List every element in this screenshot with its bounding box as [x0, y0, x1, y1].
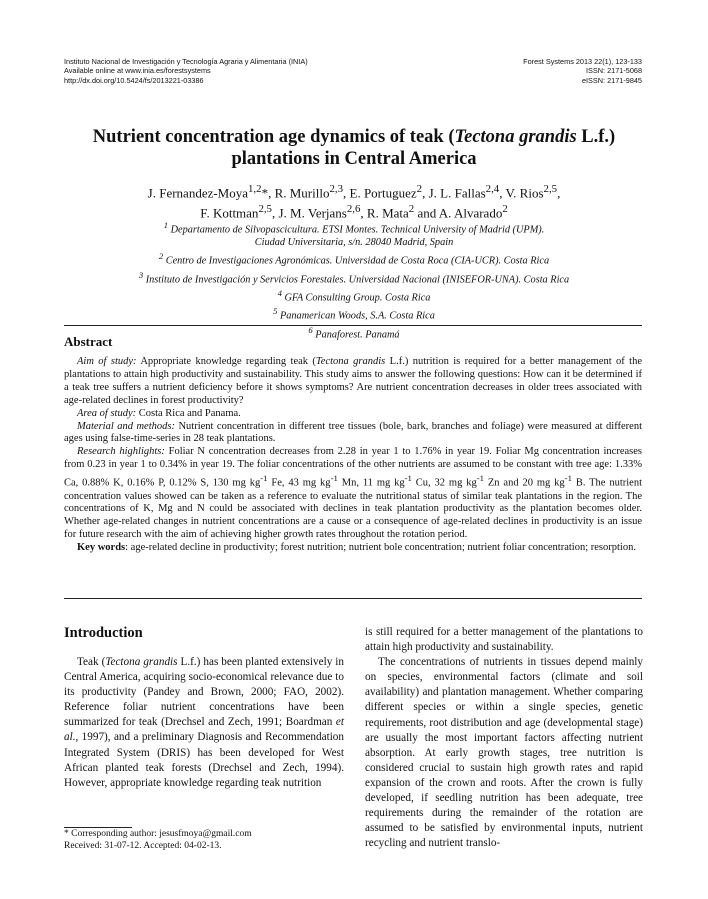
affiliation: Ciudad Universitaria, s/n. 28040 Madrid, Spain: [254, 237, 454, 249]
received-dates: Received: 31-07-12. Accepted: 04-02-13.: [64, 841, 222, 851]
abstract-keywords: Key words: age-related decline in productivity; forest nutrition; nutrient bole concentration; nutrient foliar concentration; resorption.: [77, 542, 636, 554]
affiliation: $^1$ Departamento de Silvopascicultura. ETSI Montes. Technical University of Madrid (UPM).: [163, 220, 545, 236]
intro-left-column: [64, 624, 344, 791]
abstract-methods: Material and methods: Nutrient concentration in different tree tissues (bole, bark, branches and foliage) were measured at different ages using false-time-series in 28 teak plantations.: [64, 420, 642, 445]
citation-line: Forest Systems 2013 22(1), 123-133: [523, 57, 642, 66]
intro-paragraph: The concentrations of nutrients in tissues depend mainly on species, environmental factors (climate and soil availability) and plantation management. Whether comparing different species or within a single species, genetic requirements, root distribution and age (developmental stage) are usually the most important factors affecting nutrient absorption. At early growth stages, tree nutrition is considered crucial to sustain high growth rates and rapid expansion of the crown and roots. After the crown is fully developed, if seedling nutrition has been adequate, tree requirements during the remainder of the rotation are assumed to be satisfied by environmental inputs, nutrient recycling and nutrient translo-: [365, 656, 643, 850]
intro-right-column: [365, 625, 643, 851]
author: A. Alvarado: [438, 205, 503, 221]
doi-line: http://dx.doi.org/10.5424/fs/2013221-03386: [64, 75, 204, 85]
author: F. Kottman: [200, 205, 259, 221]
eissn-line: eISSN: 2171-9845: [581, 75, 642, 85]
affiliation: $^2$ Centro de Investigaciones Agronómicas. Universidad de Costa Roca (CIA-UCR). Costa Rica: [158, 251, 550, 267]
affiliation: $^3$ Instituto de Investigación y Servicios Forestales. Universidad Nacional (INISEFOR-UNA). Costa Rica: [138, 269, 570, 285]
issn-line: ISSN: 2171-5068: [586, 66, 642, 76]
intro-paragraph: Teak (Tectona grandis L.f.) has been planted extensively in Central America, acquiring socio-economical relevance due to its productivity (Pandey and Brown, 2000; FAO, 2002). Reference foliar nutrient concentrations have been summarized for teak (Drechsel and Zech, 1991; Boardman et al., 1997), and a preliminary Diagnosis and Recommendation Integrated System (DRIS) has been developed for West African planted teak forests (Drechsel and Zech, 1994). However, appropriate knowledge regarding teak nutrition: [64, 656, 344, 789]
journal-header-left: [64, 57, 308, 85]
intro-paragraph-continued: is still required for a better management of the plantations to attain high productivity and sustainability.: [365, 626, 643, 654]
affiliation: $^4$ GFA Consulting Group. Costa Rica: [277, 287, 431, 304]
author: R. Murillo: [274, 185, 330, 201]
author: R. Mata: [366, 205, 409, 221]
affiliation: $^6$ Panaforest. Panamá: [308, 324, 400, 340]
publisher-line: Instituto Nacional de Investigación y Tecnología Agraria y Alimentaria (INIA): [64, 57, 308, 66]
abstract-highlights: Research highlights: Foliar N concentration decreases from 2.28 in year 1 to 1.76% in year 19. Foliar Mg concentration increases from 0.23 in year 1 to 0.34% in year 19. The foliar concentrations of the other nutrients are assumed to be constant with tree age: 1.33% Ca, 0.88% K, 0.16% P, 0.12% S, 130 mg $kg^{-1}$ Fe, 43 mg $kg^{-1}$ Mn, 11 mg $kg^{-1}$ Cu, 32 mg $kg^{-1}$ Zn and 20 mg $kg^{-1}$ B. The nutrient concentration values showed can be taken as a reference to evaluate the nutritional status of similar teak plantations in the region. The concentrations of K, Mg and N could be associated with declines in teak plantation productivity as the plantation becomes older. Whether age-related changes in nutrient concentrations are a cause or a consequence of age-related declines in productivity is an issue for future research with the aim of achieving higher growth rates throughout the rotation period.: [64, 446, 643, 541]
abstract-section: [64, 334, 642, 555]
affiliation: $^5$ Panamerican Woods, S.A. Costa Rica: [273, 306, 435, 322]
paper-title: Nutrient concentration age dynamics of teak (Tectona grandis L.f.) plantations in Central America: [92, 127, 616, 169]
journal-header-right: [523, 57, 642, 85]
availability-line: Available online at www.inia.es/forestsystems: [64, 66, 211, 76]
abstract-area: Area of study: Costa Rica and Panama.: [77, 407, 241, 419]
intro-heading: Introduction: [64, 625, 143, 641]
abstract-top-rule: [64, 325, 642, 326]
abstract-bottom-rule: [64, 598, 642, 599]
author: V. Rios: [505, 185, 544, 201]
abstract-heading: Abstract: [64, 334, 113, 349]
author-list: J. Fernandez-Moya$^{1,2}$*, R. Murillo$^{2,3}$, E. Portuguez$^2$, J. L. Fallas$^{2,4}$, V. Rios$^{2,5}$, F. Kottman$^{2,5}$, J. M. Verjans$^{2,6}$, R. Mata$^2$ and A. Alvarado$^2$: [147, 183, 561, 221]
author: J. M. Verjans: [278, 205, 347, 221]
author: J. Fernandez-Moya: [147, 185, 249, 201]
title-species: Tectona grandis: [454, 127, 577, 147]
footnote: [64, 828, 344, 852]
author: E. Portuguez: [349, 185, 417, 201]
author: J. L. Fallas: [428, 185, 486, 201]
affiliation-list: [60, 219, 648, 342]
corresponding-author: * Corresponding author: jesusfmoya@gmail.com: [64, 829, 252, 839]
abstract-aim: Aim of study: Appropriate knowledge regarding teak (Tectona grandis L.f.) nutrition is required for a better management of the plantations to attain high productivity and sustainability. This study aims to answer the following questions: How can it be determined if a teak tree suffers a nutrient deficiency before it shows symptoms? Are nutrient concentration decreases in older trees associated with age-related declines in forest productivity?: [64, 356, 642, 406]
